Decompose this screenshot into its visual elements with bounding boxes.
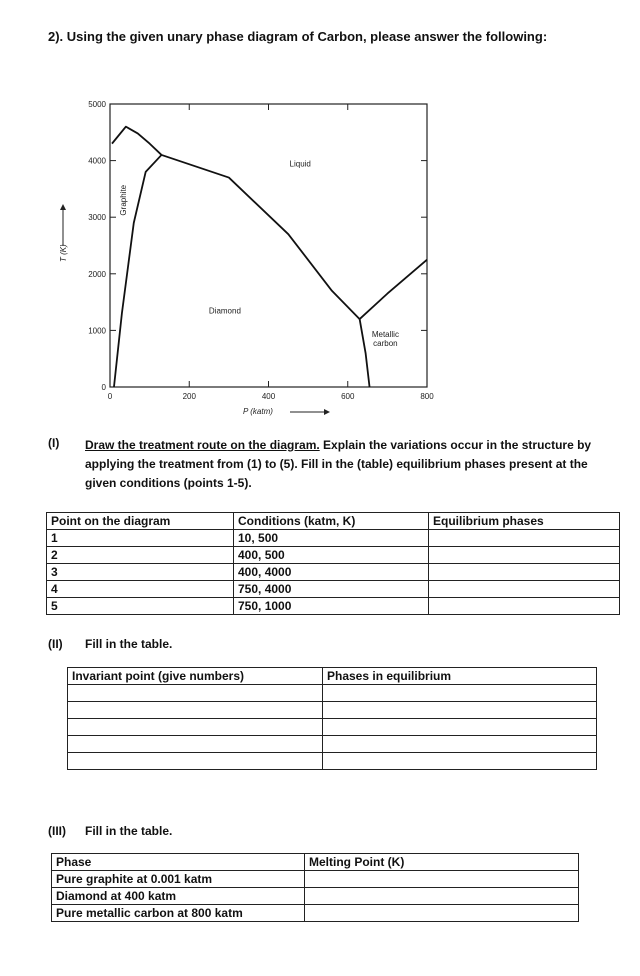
table-row (52, 888, 579, 905)
table1-point: 1 (47, 530, 234, 547)
table1-header-phases: Equilibrium phases (429, 513, 620, 530)
table3-phase: Pure metallic carbon at 800 katm (52, 905, 305, 922)
table2-cell[interactable] (68, 702, 323, 719)
table1-conditions: 10, 500 (234, 530, 429, 547)
table1-conditions: 400, 500 (234, 547, 429, 564)
y-axis-label: T (K) (59, 244, 68, 262)
table2-header-row (68, 668, 597, 685)
boundary-diamond-liquid (162, 155, 360, 319)
table-row (68, 719, 597, 736)
region-label-metallic-line1: Metallic (371, 330, 399, 340)
table-row (68, 736, 597, 753)
table2-header-invariant: Invariant point (give numbers) (68, 668, 323, 685)
table2-cell[interactable] (68, 685, 323, 702)
region-label-metallic-line2: carbon (373, 339, 398, 349)
part1-underlined: Draw the treatment route on the diagram. (85, 438, 320, 452)
axis-ticks (88, 100, 434, 401)
boundary-diamond-metallic (360, 319, 370, 387)
table1-header-row (47, 513, 620, 530)
table2-cell[interactable] (68, 736, 323, 753)
x-tick-label: 800 (420, 392, 434, 401)
table1-conditions: 400, 4000 (234, 564, 429, 581)
boundary-graphite-liquid (112, 127, 162, 155)
table1-phase-cell[interactable] (429, 598, 620, 615)
table3-header-phase: Phase (52, 854, 305, 871)
region-labels (119, 159, 399, 348)
part2-text: Fill in the table. (85, 637, 173, 651)
table2-cell[interactable] (68, 719, 323, 736)
phase-diagram (0, 0, 640, 430)
y-tick-label: 5000 (88, 100, 106, 109)
part2-label: (II) (48, 637, 63, 651)
table3-header-row (52, 854, 579, 871)
table-row (47, 598, 620, 615)
table2-header-phases: Phases in equilibrium (323, 668, 597, 685)
y-axis-arrowhead (60, 204, 66, 210)
table1-point: 3 (47, 564, 234, 581)
table1-header-conditions: Conditions (katm, K) (234, 513, 429, 530)
x-tick-label: 600 (341, 392, 355, 401)
x-tick-label: 200 (182, 392, 196, 401)
table-row (68, 753, 597, 770)
y-tick-label: 1000 (88, 326, 106, 336)
part1-body: Explain the variations occur in the structure by applying the treatment from (1) to (5). Fill in the (table) equilibrium phases present at the given conditions (points 1-5). (85, 438, 592, 490)
table-row (47, 564, 620, 581)
x-tick-label: 400 (261, 392, 276, 401)
region-label-graphite: Graphite (118, 184, 128, 216)
region-label-liquid: Liquid (289, 159, 311, 169)
table3-phase: Diamond at 400 katm (52, 888, 305, 905)
table2-cell[interactable] (323, 702, 597, 719)
table3-melting-cell[interactable] (305, 905, 579, 922)
table1-conditions: 750, 1000 (234, 598, 429, 615)
y-tick-label: 3000 (88, 213, 106, 223)
table1-phase-cell[interactable] (429, 530, 620, 547)
table1-phase-cell[interactable] (429, 581, 620, 598)
x-axis-arrowhead (324, 409, 330, 415)
y-tick-label: 4000 (88, 156, 106, 166)
table3-melting-cell[interactable] (305, 888, 579, 905)
y-tick-label: 0 (101, 383, 106, 392)
table2-cell[interactable] (323, 685, 597, 702)
question-title: 2). Using the given unary phase diagram of Carbon, please answer the following: (48, 29, 548, 44)
table3-header-melting: Melting Point (K) (305, 854, 579, 871)
equilibrium-phases-table (46, 512, 620, 615)
table2-cell[interactable] (323, 753, 597, 770)
table2-cell[interactable] (323, 736, 597, 753)
table-row (47, 547, 620, 564)
table-row (47, 581, 620, 598)
table1-point: 4 (47, 581, 234, 598)
table2-cell[interactable] (68, 753, 323, 770)
invariant-points-table (67, 667, 597, 770)
table-row (47, 530, 620, 547)
table1-conditions: 750, 4000 (234, 581, 429, 598)
melting-point-table (51, 853, 579, 922)
part3-text: Fill in the table. (85, 824, 173, 838)
x-axis-label: P (katm) (243, 407, 273, 416)
table1-phase-cell[interactable] (429, 547, 620, 564)
table2-cell[interactable] (323, 719, 597, 736)
y-tick-label: 2000 (88, 269, 106, 279)
table1-phase-cell[interactable] (429, 564, 620, 581)
part3-label: (III) (48, 824, 66, 838)
table3-melting-cell[interactable] (305, 871, 579, 888)
table-row (52, 871, 579, 888)
table1-point: 5 (47, 598, 234, 615)
region-label-diamond: Diamond (208, 306, 241, 316)
part1-text (85, 436, 605, 493)
table-row (68, 685, 597, 702)
part1-label: (I) (48, 436, 60, 450)
table3-phase: Pure graphite at 0.001 katm (52, 871, 305, 888)
table-row (68, 702, 597, 719)
x-tick-label: 0 (107, 392, 113, 401)
boundary-liquid-metallic (360, 260, 427, 319)
table-row (52, 905, 579, 922)
table1-point: 2 (47, 547, 234, 564)
table1-header-point: Point on the diagram (47, 513, 234, 530)
